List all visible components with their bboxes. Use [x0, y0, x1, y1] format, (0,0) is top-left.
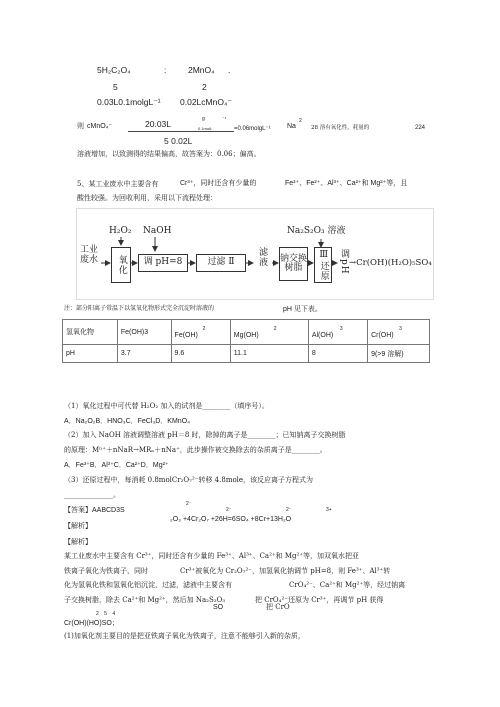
- calc-line3-a: 0.03L0.1molgL⁻¹: [97, 97, 161, 107]
- calc-line4-224: 224: [415, 125, 426, 131]
- question-2a: （2）加入 NaOH 溶液调整溶液 pH＝8 时，除掉的离子是________；已知钠离子交换树脂: [64, 431, 346, 439]
- flow-box-filter: 过滤 Ⅱ: [196, 254, 246, 272]
- analysis-p4a: 子交换树脂，除去 Ca²⁺和 Mg²⁺，然后加 Na₂S₂O₃: [64, 596, 226, 604]
- table-note-b: pH 见下表。: [283, 306, 322, 313]
- calc-line4-c: cMnO₄⁻: [87, 123, 113, 130]
- calc-line5: 5 0.02L: [164, 136, 193, 146]
- analysis-p3b: CrO₄²⁻、Ca²⁺和 Mg²⁺等，经过钠离: [289, 581, 406, 589]
- calc-line4-note: 28 溶有氧化性，耗量的: [311, 125, 370, 131]
- flow-adjust-ph: 调pH: [339, 249, 349, 275]
- flow-naoh: NaOH: [143, 226, 172, 236]
- analysis-p1: 某工业废水中主要含有 Cr³⁺，同时还含有少量的 Fe³⁺、Al³⁺、Ca²⁺和 Mg²⁺等，加双氧水把亚: [64, 552, 359, 560]
- analysis-p2a: 铁离子氧化为铁离子，同时: [64, 567, 148, 575]
- table-cell: 9(>9 溶解): [368, 345, 430, 363]
- calc-line4-na: Na: [287, 123, 296, 130]
- calc-line4-result: =0.06molgL⁻¹: [234, 126, 271, 132]
- flow-product: →Cr(OH)(H₂O)₅SO₄: [349, 258, 432, 268]
- flow-filtrate: 滤液: [257, 247, 267, 267]
- table-header-sub: 2: [273, 325, 277, 332]
- answer-sup-2: 2⁻: [226, 507, 232, 513]
- table-header-sub: 2: [202, 325, 206, 332]
- analysis-p3a: 化为氢氧化铁和氢氧化铝沉淀，过滤，滤液中主要含有: [64, 581, 232, 589]
- table-cell: 11.1: [230, 345, 308, 363]
- fraction-bar: [128, 131, 234, 132]
- answer-sup-4: 3+: [326, 507, 332, 513]
- analysis-label-1: 【解析】: [64, 522, 92, 530]
- analysis-p4b: 把 CrO₄²⁻还原为 Cr³⁺，再调节 pH 获得: [255, 596, 384, 604]
- flow-waste: 工业废水: [80, 245, 99, 266]
- flow-na2s2o3: Na₂S₂O₃ 溶液: [287, 226, 346, 236]
- analysis-p6-sub: 2 5 4: [96, 611, 118, 617]
- table-header-row: [63, 320, 430, 345]
- table-cell: 3.7: [117, 345, 171, 363]
- flowchart: [76, 208, 434, 300]
- calc-line4-ze: 则: [77, 122, 84, 130]
- hydroxide-ph-table: [62, 319, 430, 363]
- question-1: （1）氧化过程中可代替 H₂O₂ 加入的试剂是________（填序号）。: [64, 402, 269, 410]
- table-header-cell: 3 Al(OH): [308, 320, 367, 345]
- calc-line1-a: 5H₂C₂O₄: [97, 65, 131, 75]
- calc-line1-d: .: [228, 65, 231, 75]
- table-row: [63, 345, 430, 363]
- answer-sup-3: 2⁻: [286, 507, 292, 513]
- question-1-options: A．Na₂O₂B．HNO₃C．FeCl₃D．KMnO₄: [64, 418, 191, 425]
- calc-line4-g: g: [202, 116, 205, 122]
- table-cell: 9.6: [171, 345, 230, 363]
- analysis-p2b: Cr³⁺被氧化为 Cr₂O₇²⁻，加氢氧化钠调节 pH=8，则 Fe³⁺、Al³⁺转: [180, 567, 391, 575]
- calc-line1-c: 2MnO₄: [188, 65, 215, 75]
- table-header-cell: 2 Fe(OH): [171, 320, 230, 345]
- answer-label: 【答案】AABCD3S: [64, 507, 125, 514]
- calc-line2-a: 5: [113, 82, 118, 92]
- q5-intro-c: Fe³⁺、Fe²⁺、Al³⁺、Ca²⁺和 Mg²⁺等，且: [285, 180, 408, 187]
- question-2-options: A．Fe³⁺B．Al³⁺C．Ca²⁺D．Mg²⁺: [64, 462, 169, 469]
- table-cell: pH: [63, 345, 118, 363]
- question-3b: ______________。: [64, 491, 120, 499]
- flow-h2o2: H₂O₂: [109, 226, 132, 236]
- analysis-p6: Cr(OH)(HO)SO；: [64, 620, 119, 627]
- table-header-sub: 3: [339, 325, 343, 332]
- table-header-cell: 氢氧化物: [63, 320, 118, 345]
- question-2b: 的原理：Mⁿ⁺＋nNaR→MRₙ＋nNa⁺，此步操作被交换除去的杂质离子是________。: [64, 446, 327, 454]
- table-header-cell: Fe(OH)3: [117, 320, 171, 345]
- calc-line4-num: 20.03L: [145, 119, 171, 129]
- flow-box-oxidation: 氧化: [111, 247, 131, 283]
- q5-intro-b: Cr³⁺，同时还含有少量的: [180, 180, 257, 187]
- analysis-p7: (1)加氧化剂主要目的是把亚铁离子氧化为铁离子，注意不能够引入新的杂质，: [64, 632, 305, 640]
- table-header-cell: 2 Mg(OH): [230, 320, 308, 345]
- flow-box-reduce: Ⅲ还原: [314, 247, 332, 283]
- answer-sup-1: 2⁻: [186, 501, 192, 507]
- table-cell: 8: [308, 345, 367, 363]
- calc-line2-b: 2: [202, 82, 207, 92]
- analysis-label-2: 【解析】: [64, 538, 92, 546]
- q5-intro-a: 5、某工业废水中主要含有: [77, 180, 159, 188]
- flow-box-resin: 钠交换树脂: [279, 247, 308, 281]
- calc-line1-b: :: [164, 65, 167, 75]
- answer-equation: ₂O₃ +4Cr₂O₇ +26H=6SO₄ +8Cr+13H₂O: [170, 516, 292, 523]
- table-header-sub: 3: [399, 325, 402, 332]
- analysis-p5b: 把 CrO: [266, 603, 290, 611]
- flow-box-ph8: 调 pH=8: [138, 254, 188, 272]
- calc-conclusion: 溶液增加，以致测得的结果偏高，故答案为：0.06；偏高。: [77, 150, 261, 158]
- table-header-cell: 3 Cr(OH): [368, 320, 430, 345]
- calc-line4-na-sub: 2: [299, 118, 302, 124]
- analysis-p5a: SO: [213, 604, 224, 611]
- question-3a: （3）还原过程中，每消耗 0.8molCr₂O₇²⁻转移 4.8mole，该反应离子方程式为: [64, 476, 314, 484]
- calc-line3-b: 0.02LcMnO₄⁻: [180, 97, 232, 107]
- calc-line4-unit: 0.1molL: [198, 126, 213, 131]
- q5-intro-2: 酸性较强。为回收利用，采用以下流程处理：: [77, 194, 217, 202]
- table-note: 注：部分阳离子常温下以氢氧化物形式完全沉淀时溶液的: [64, 305, 215, 312]
- calc-line4-exp: ⁻¹: [222, 116, 227, 122]
